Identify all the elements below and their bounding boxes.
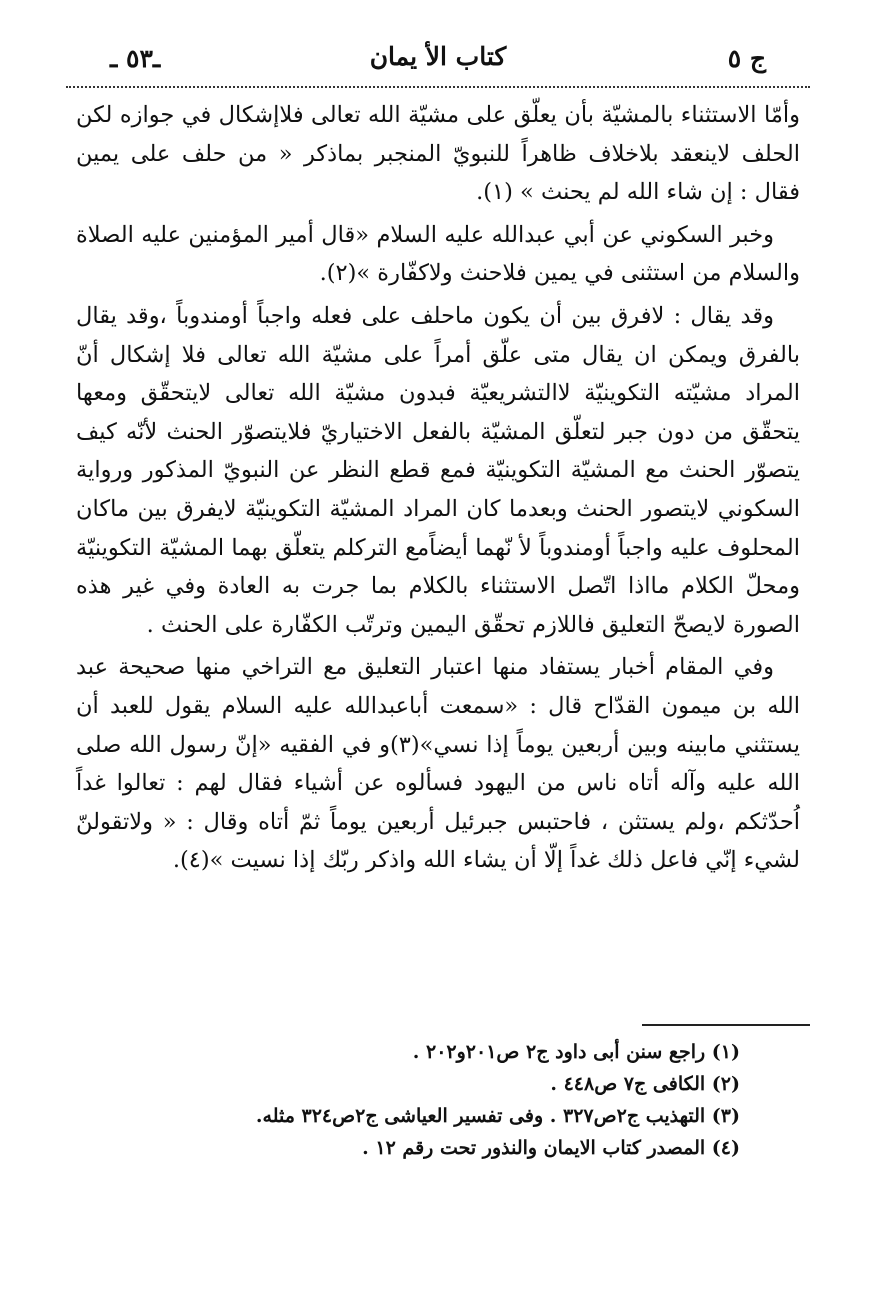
volume-label: ج ٥ — [727, 44, 766, 73]
paragraph: وأمّا الاستثناء بالمشيّة بأن يعلّق على مشيّة الله تعالى فلاإشكال في جوازه لكن الحلف لاينعقد بلاخلاف ظاهراً للنبويّ المنجبر بماذكر « من حلف على يمين فقال : إن شاء الله لم يحنث » (١). — [76, 102, 800, 206]
chapter-title: كتاب الأ يمان — [369, 42, 507, 71]
paragraph: وفي المقام أخبار يستفاد منها اعتبار التعليق مع التراخي منها صحيحة عبد الله بن ميمون القدّاح قال : «سمعت أباعبدالله عليه السلام يقول للعبد أن يستثني مابينه وبين أربعين يوماً إذا نسي»(٣)و في الفقيه «إنّ رسول الله صلى الله عليه وآله أتاه ناس من اليهود فسألوه عن أشياء فقال لهم : تعالوا غداً اُحدّثكم ،ولم يستثن ، فاحتبس جبرئيل أربعين يوماً ثمّ أتاه وقال : « ولاتقولنّ لشيء إنّي فاعل ذلك غداً إلّا أن يشاء الله واذكر ربّك إذا نسيت »(٤). — [76, 654, 800, 874]
main-text — [76, 96, 800, 884]
footnote-divider — [642, 1024, 810, 1026]
footnote-item: (٤) المصدر كتاب الايمان والنذور تحت رقم ١٢ . — [362, 1137, 740, 1159]
paragraph: وقد يقال : لافرق بين أن يكون ماحلف على فعله واجباً أومندوباً ،وقد يقال بالفرق ويمكن ان يقال متى علّق أمراً على مشيّة الله تعالى فلا إشكال أنّ المراد مشيّته التكوينيّة لاالتشريعيّة فبدون مشيّة الله تعالى لايتحقّق ومعها يتحقّق من دون جبر لتعلّق المشيّة بالفعل الاختياريّ فلايتصوّر الحنث لأنّه كيف يتصوّر الحنث مع المشيّة التكوينيّة فمع قطع النظر عن النبويّ المذكور ورواية السكوني لايتصور الحنث وبعدما كان المراد المشيّة التكوينيّة لايفرق بين ماكان المحلوف عليه واجباً أومندوباً لأ نّهما أيضاًمع التركلم يتعلّق بهما المشيّة التكوينيّة ومحلّ الكلام مااذا اتّصل الاستثناء بالكلام بما جرت به العادة وفي غير هذه الصورة لايصحّ التعليق فاللازم تحقّق اليمين وترتّب الكفّارة على الحنث . — [76, 302, 800, 638]
footnote-item: (٣) التهذيب ج٢ص٣٢٧ . وفى تفسير العياشى ج٢ص٣٢٤ مثله. — [255, 1105, 740, 1127]
page-number: ـ٥٣ ـ — [110, 44, 161, 73]
footnote-item: (٢) الكافى ج٧ ص٤٤٨ . — [550, 1073, 740, 1095]
page-header — [70, 40, 806, 84]
header-divider — [66, 86, 810, 88]
footnote-item: (١) راجع سنن أبى داود ج٢ ص٢٠١و٢٠٢ . — [412, 1041, 740, 1063]
paragraph: وخبر السكوني عن أبي عبدالله عليه السلام «قال أمير المؤمنين عليه الصلاة والسلام من استثنى في يمين فلاحنث ولاكفّارة »(٢). — [76, 221, 800, 287]
footnotes — [100, 1036, 740, 1164]
